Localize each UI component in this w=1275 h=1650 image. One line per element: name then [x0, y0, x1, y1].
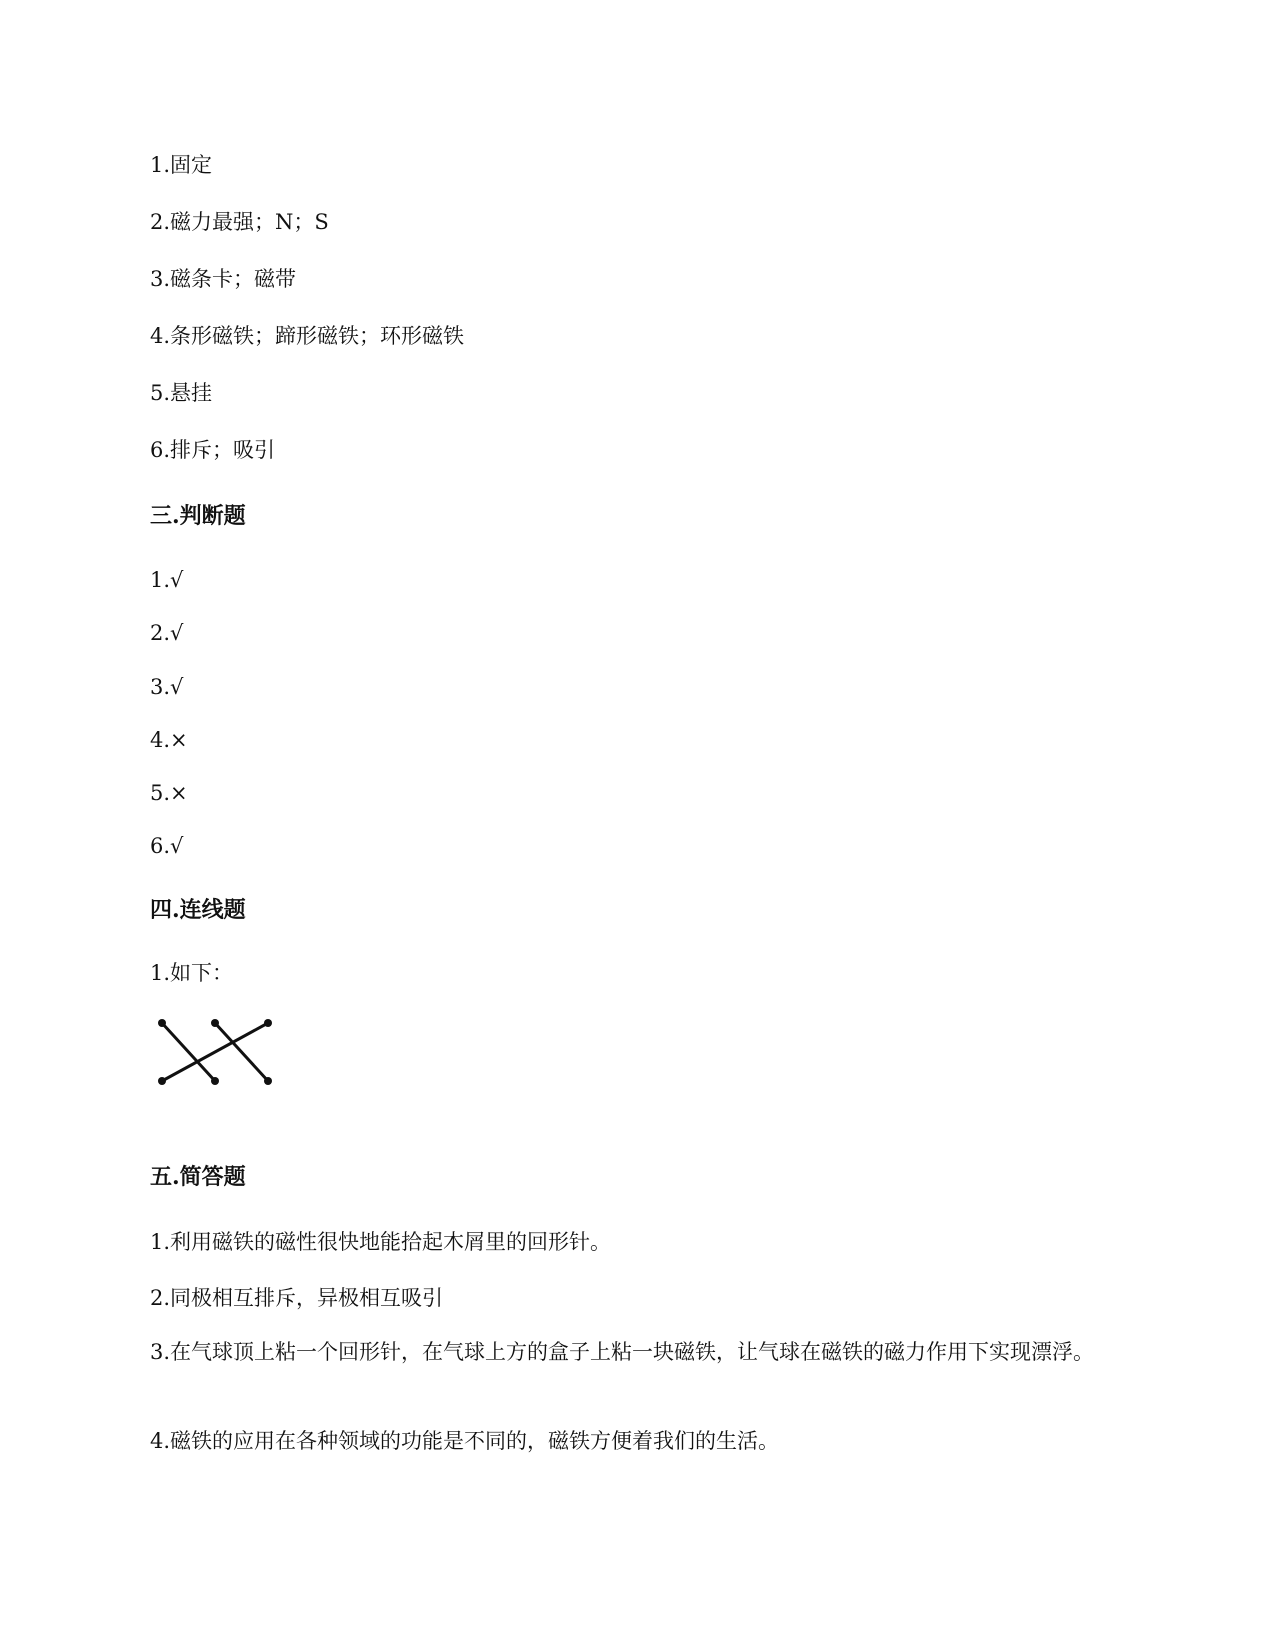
judgment-answer-4: 4.× [150, 728, 188, 752]
matching-answer-1: 1.如下： [150, 961, 234, 985]
short-answer-4: 4.磁铁的应用在各种领域的功能是不同的，磁铁方便着我们的生活。 [150, 1429, 780, 1453]
fill-in-answer-5: 5.悬挂 [150, 381, 213, 405]
judgment-answer-1: 1.√ [150, 568, 184, 592]
judgment-answer-6: 6.√ [150, 834, 184, 858]
short-answer-3: 3.在气球顶上粘一个回形针，在气球上方的盒子上粘一块磁铁，让气球在磁铁的磁力作用下实现漂浮。 [150, 1340, 1095, 1364]
connector-dot-top-1 [158, 1019, 166, 1027]
connector-dot-bottom-3 [264, 1077, 272, 1085]
judgment-answer-5: 5.× [150, 781, 188, 805]
short-answer-heading: 五.简答题 [150, 1164, 246, 1190]
fill-in-answer-3: 3.磁条卡；磁带 [150, 267, 297, 291]
connector-dot-top-2 [211, 1019, 219, 1027]
matching-lines-diagram [150, 1015, 280, 1095]
matching-heading: 四.连线题 [150, 897, 246, 923]
fill-in-answer-1: 1.固定 [150, 153, 213, 177]
judgment-answer-3: 3.√ [150, 675, 184, 699]
fill-in-answer-2: 2.磁力最强；N；S [150, 210, 329, 234]
short-answer-1: 1.利用磁铁的磁性很快地能拾起木屑里的回形针。 [150, 1230, 612, 1254]
judgment-answer-2: 2.√ [150, 621, 184, 645]
connector-line-2 [162, 1023, 268, 1081]
fill-in-answer-4: 4.条形磁铁；蹄形磁铁；环形磁铁 [150, 324, 465, 348]
connector-dot-bottom-2 [211, 1077, 219, 1085]
connector-line-3 [215, 1023, 268, 1081]
fill-in-answer-6: 6.排斥；吸引 [150, 438, 276, 462]
connector-line-1 [162, 1023, 215, 1081]
connector-dot-bottom-1 [158, 1077, 166, 1085]
judgment-heading: 三.判断题 [150, 503, 246, 529]
connector-dot-top-3 [264, 1019, 272, 1027]
short-answer-2: 2.同极相互排斥，异极相互吸引 [150, 1286, 444, 1310]
